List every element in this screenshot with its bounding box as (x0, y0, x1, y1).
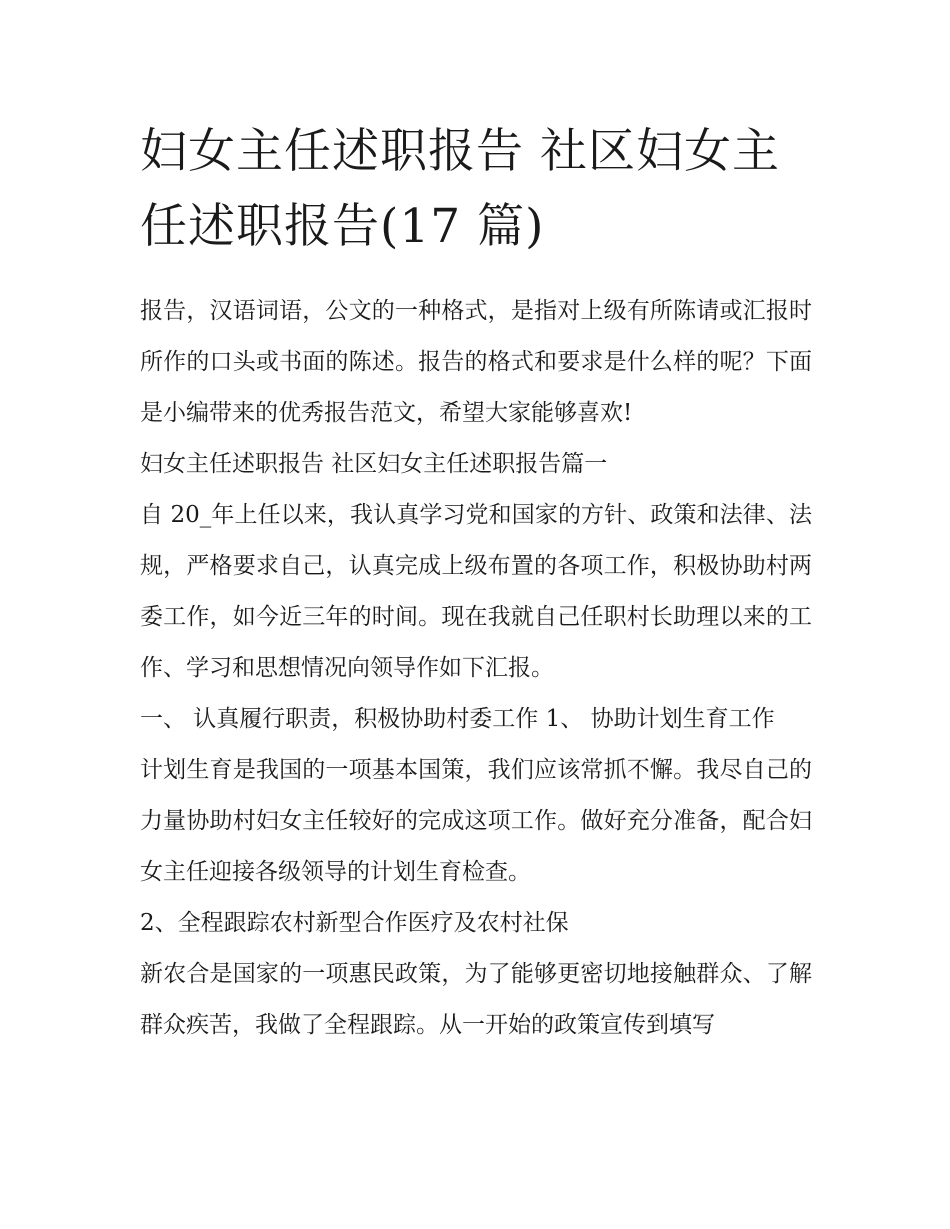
body-paragraph: 新农合是国家的一项惠民政策，为了能够更密切地接触群众、了解群众疾苦，我做了全程跟踪。从一开始的政策宣传到填写 (140, 961, 812, 1038)
subsection-heading: 2、全程跟踪农村新型合作医疗及农村社保 (140, 910, 569, 936)
document-title: 妇女主任述职报告 社区妇女主任述职报告(17 篇) (140, 124, 780, 254)
body-paragraph: 计划生育是我国的一项基本国策，我们应该常抓不懈。我尽自己的力量协助村妇女主任较好的完成这项工作。做好充分准备，配合妇女主任迎接各级领导的计划生育检查。 (140, 757, 812, 885)
subsection-heading: 一、 认真履行职责，积极协助村委工作 1、 协助计划生育工作 (140, 706, 775, 732)
document-page (140, 114, 812, 1051)
intro-paragraph: 报告，汉语词语，公文的一种格式，是指对上级有所陈请或汇报时所作的口头或书面的陈述。报告的格式和要求是什么样的呢？下面是小编带来的优秀报告范文，希望大家能够喜欢! (140, 298, 812, 426)
document-body (140, 286, 812, 1051)
body-paragraph: 自 20_年上任以来，我认真学习党和国家的方针、政策和法律、法规，严格要求自己，认真完成上级布置的各项工作，积极协助村两委工作，如今近三年的时间。现在我就自己任职村长助理以来的工作、学习和思想情况向领导作如下汇报。 (140, 502, 812, 681)
section-heading: 妇女主任述职报告 社区妇女主任述职报告篇一 (140, 451, 608, 477)
